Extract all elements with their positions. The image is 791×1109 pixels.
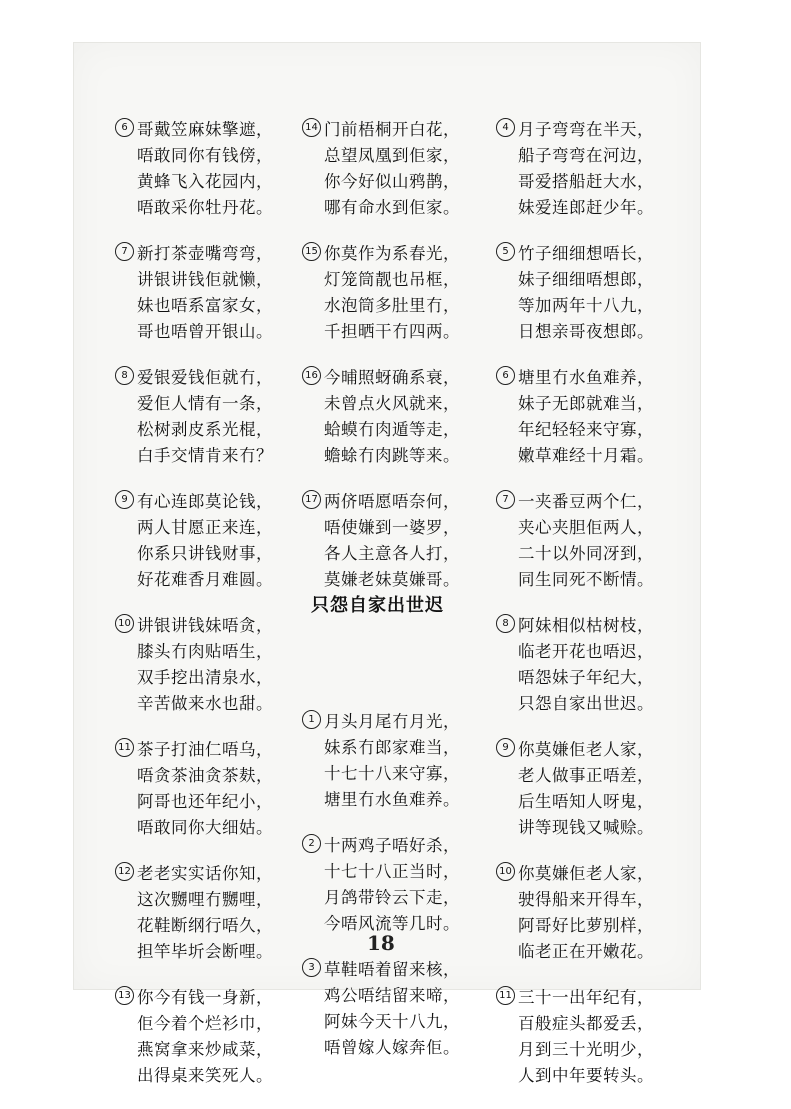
- verse-line: 月到三十光明少，: [518, 1040, 654, 1059]
- stanza-number: 5: [496, 242, 515, 261]
- verse-line: 阿哥也还年纪小，: [137, 792, 273, 811]
- section-title: 只怨自家出世迟: [311, 595, 444, 616]
- stanza: [496, 861, 676, 965]
- stanza: [115, 985, 290, 1089]
- verse-line: 等加两年十八九，: [518, 296, 654, 315]
- verse-line: 唔使嫌到一婆罗，: [324, 518, 460, 537]
- stanza-number: 10: [496, 862, 515, 881]
- verse-line: 十两鸡子唔好杀，: [324, 836, 460, 855]
- verse-line: 妹系冇郎家难当，: [324, 738, 460, 757]
- stanza-number: 4: [496, 118, 515, 137]
- verse-line: 驶得船来开得车，: [518, 890, 654, 909]
- stanza: [115, 117, 290, 221]
- stanza: [302, 117, 482, 221]
- verse-line: 这次嬲哩冇嬲哩，: [137, 890, 273, 909]
- verse-line: 好花难香月难圆。: [137, 570, 273, 589]
- stanza-number: 15: [302, 242, 321, 261]
- verse-line: 未曾点火风就来，: [324, 394, 460, 413]
- verse-line: 月子弯弯在半天，: [518, 120, 654, 139]
- verse-line: 双手挖出清泉水，: [137, 668, 273, 687]
- verse-line: 妹也唔系富家女，: [137, 296, 273, 315]
- stanza: [302, 489, 482, 593]
- verse-line: 老老实实话你知，: [137, 864, 273, 883]
- verse-line: 爱银爱钱佢就冇，: [137, 368, 273, 387]
- verse-line: 膝头冇肉贴唔生，: [137, 642, 273, 661]
- verse-line: 月鸽带铃云下走，: [324, 888, 460, 907]
- stanza: [496, 737, 676, 841]
- verse-line: 爱佢人情有一条，: [137, 394, 273, 413]
- stanza: [115, 489, 290, 593]
- stanza-number: 13: [115, 986, 134, 1005]
- verse-line: 唔怨妹子年纪大，: [518, 668, 654, 687]
- page-number: 18: [367, 931, 395, 955]
- verse-line: 担竿毕圻会断哩。: [137, 942, 273, 961]
- stanza-number: 16: [302, 366, 321, 385]
- verse-line: 嫩草难经十月霜。: [518, 446, 654, 465]
- verse-line: 哪有命水到佢家。: [324, 198, 460, 217]
- verse-line: 一夹番豆两个仁，: [518, 492, 654, 511]
- verse-line: 阿哥好比萝别样，: [518, 916, 654, 935]
- verse-line: 佢今着个烂衫巾，: [137, 1014, 273, 1033]
- stanza: [115, 365, 290, 469]
- verse-line: 三十一出年纪有，: [518, 988, 654, 1007]
- verse-line: 你今有钱一身新，: [137, 988, 273, 1007]
- verse-line: 白手交情肯来冇？: [137, 446, 273, 465]
- verse-line: 竹子细细想唔长，: [518, 244, 654, 263]
- stanza-number: 2: [302, 834, 321, 853]
- stanza-number: 1: [302, 710, 321, 729]
- verse-line: 哥爱搭船赶大水，: [518, 172, 654, 191]
- verse-line: 只怨自家出世迟。: [518, 694, 654, 713]
- verse-line: 唔敢同你大细姑。: [137, 818, 273, 837]
- stanza: [302, 365, 482, 469]
- verse-line: 辛苦做来水也甜。: [137, 694, 273, 713]
- verse-line: 你系只讲钱财事，: [137, 544, 273, 563]
- verse-line: 十七十八来守寡，: [324, 764, 460, 783]
- verse-line: 你今好似山鸦鹊，: [324, 172, 460, 191]
- verse-line: 讲银讲钱佢就懒，: [137, 270, 273, 289]
- stanza: [302, 709, 482, 813]
- verse-line: 燕窝拿来炒咸菜，: [137, 1040, 273, 1059]
- stanza: [302, 833, 482, 937]
- book-page: [73, 42, 701, 1085]
- verse-line: 讲等现钱又喊赊。: [518, 818, 654, 837]
- stanza: [115, 613, 290, 717]
- stanza-number: 6: [115, 118, 134, 137]
- stanza: [302, 957, 482, 1061]
- verse-line: 妹子无郎就难当，: [518, 394, 654, 413]
- verse-line: 你莫嫌佢老人家，: [518, 740, 654, 759]
- verse-line: 新打茶壶嘴弯弯，: [137, 244, 273, 263]
- verse-line: 莫嫌老妹莫嫌哥。: [324, 570, 460, 589]
- verse-line: 蛤蟆冇肉遁等走，: [324, 420, 460, 439]
- verse-line: 唔贪茶油贪茶麸，: [137, 766, 273, 785]
- verse-line: 临老正在开嫩花。: [518, 942, 654, 961]
- verse-line: 今唔风流等几时。: [324, 914, 460, 933]
- stanza: [496, 117, 676, 221]
- verse-line: 同生同死不断情。: [518, 570, 654, 589]
- stanza-number: 8: [496, 614, 515, 633]
- stanza: [496, 985, 676, 1089]
- stanza: [115, 861, 290, 965]
- left-column: [115, 117, 290, 1109]
- verse-line: 年纪轻轻来守寡，: [518, 420, 654, 439]
- verse-line: 你莫嫌佢老人家，: [518, 864, 654, 883]
- verse-line: 百般症头都爱丢，: [518, 1014, 654, 1033]
- stanza: [496, 365, 676, 469]
- verse-line: 讲银讲钱妹唔贪，: [137, 616, 273, 635]
- verse-line: 灯笼筒靓也吊框，: [324, 270, 460, 289]
- verse-line: 二十以外同冴到，: [518, 544, 654, 563]
- stanza: [496, 489, 676, 593]
- verse-line: 妹爱连郎赶少年。: [518, 198, 654, 217]
- verse-line: 唔敢同你有钱傍，: [137, 146, 273, 165]
- stanza: [115, 241, 290, 345]
- right-column: [496, 117, 676, 1109]
- verse-line: 十七十八正当时，: [324, 862, 460, 881]
- stanza-number: 9: [115, 490, 134, 509]
- verse-line: 塘里冇水鱼难养，: [518, 368, 654, 387]
- verse-line: 哥也唔曾开银山。: [137, 322, 273, 341]
- verse-line: 茶子打油仁唔乌，: [137, 740, 273, 759]
- verse-line: 松树剥皮系光棍，: [137, 420, 273, 439]
- stanza-number: 7: [496, 490, 515, 509]
- verse-line: 有心连郎莫论钱，: [137, 492, 273, 511]
- verse-line: 唔曾嫁人嫁奔佢。: [324, 1038, 460, 1057]
- verse-line: 老人做事正唔差，: [518, 766, 654, 785]
- verse-line: 水泡筒多肚里冇，: [324, 296, 460, 315]
- verse-line: 船子弯弯在河边，: [518, 146, 654, 165]
- verse-line: 你莫作为系春光，: [324, 244, 460, 263]
- stanza-number: 17: [302, 490, 321, 509]
- verse-line: 草鞋唔着留来核，: [324, 960, 460, 979]
- verse-line: 哥戴笠麻妹擎遮，: [137, 120, 273, 139]
- verse-line: 阿妹相似枯树枝，: [518, 616, 654, 635]
- verse-line: 阿妹今天十八九，: [324, 1012, 460, 1031]
- stanza: [496, 613, 676, 717]
- stanza-number: 3: [302, 958, 321, 977]
- verse-line: 黄蜂飞入花园内，: [137, 172, 273, 191]
- verse-line: 出得桌来笑死人。: [137, 1066, 273, 1085]
- verse-line: 鸡公唔结留来啼，: [324, 986, 460, 1005]
- section-spacer: [302, 613, 482, 709]
- verse-line: 后生唔知人呀鬼，: [518, 792, 654, 811]
- verse-line: 花鞋断纲行唔久，: [137, 916, 273, 935]
- stanza-number: 8: [115, 366, 134, 385]
- verse-line: 唔敢采你牡丹花。: [137, 198, 273, 217]
- stanza-number: 11: [115, 738, 134, 757]
- verse-line: 妹子细细唔想郎，: [518, 270, 654, 289]
- verse-line: 夹心夹胆佢两人，: [518, 518, 654, 537]
- verse-line: 日想亲哥夜想郎。: [518, 322, 654, 341]
- verse-line: 蟾蜍冇肉跳等来。: [324, 446, 460, 465]
- stanza-number: 10: [115, 614, 134, 633]
- verse-line: 临老开花也唔迟，: [518, 642, 654, 661]
- verse-line: 千担晒干冇四两。: [324, 322, 460, 341]
- stanza-number: 12: [115, 862, 134, 881]
- stanza-number: 6: [496, 366, 515, 385]
- stanza: [302, 241, 482, 345]
- stanza-number: 14: [302, 118, 321, 137]
- verse-line: 总望凤凰到佢家，: [324, 146, 460, 165]
- verse-line: 各人主意各人打，: [324, 544, 460, 563]
- verse-line: 两人甘愿正来连，: [137, 518, 273, 537]
- verse-line: 两侪唔愿唔奈何，: [324, 492, 460, 511]
- verse-line: 塘里冇水鱼难养。: [324, 790, 460, 809]
- stanza-number: 7: [115, 242, 134, 261]
- verse-line: 门前梧桐开白花，: [324, 120, 460, 139]
- stanza: [115, 737, 290, 841]
- verse-line: 月头月尾冇月光，: [324, 712, 460, 731]
- stanza-number: 11: [496, 986, 515, 1005]
- verse-line: 今晡照蚜确系衰，: [324, 368, 460, 387]
- stanza-number: 9: [496, 738, 515, 757]
- stanza: [496, 241, 676, 345]
- verse-line: 人到中年要转头。: [518, 1066, 654, 1085]
